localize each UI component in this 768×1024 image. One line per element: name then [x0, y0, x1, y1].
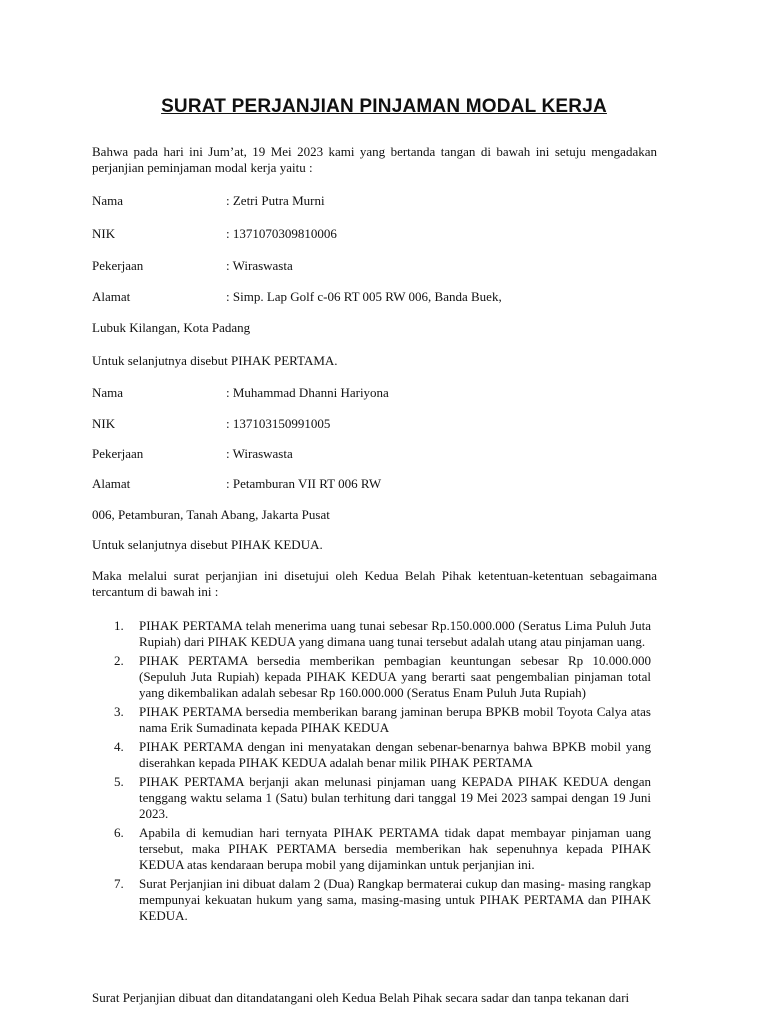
party2-alamat-value: : Petamburan VII RT 006 RW	[226, 476, 382, 491]
intro-paragraph: Bahwa pada hari ini Jum’at, 19 Mei 2023 kami yang bertanda tangan di bawah ini setuju mengadakan perjanjian peminjaman modal kerja yaitu :	[92, 144, 657, 175]
term-item	[92, 653, 651, 701]
term-text: Surat Perjanjian ini dibuat dalam 2 (Dua) Rangkap bermaterai cukup dan masing- masing rangkap mempunyai kekuatan hukum yang sama, masing-masing untuk PIHAK PERTAMA dan PIHAK KEDUA.	[139, 876, 651, 923]
term-text: PIHAK PERTAMA dengan ini menyatakan dengan sebenar-benarnya bahwa BPKB mobil yang diserahkan kepada PIHAK KEDUA adalah benar milik PIHAK PERTAMA	[139, 739, 651, 770]
term-number: 4.	[114, 739, 124, 754]
term-number: 2.	[114, 653, 124, 668]
term-item	[92, 739, 651, 771]
terms-list	[92, 618, 651, 927]
term-number: 1.	[114, 618, 124, 633]
term-text: PIHAK PERTAMA bersedia memberikan barang jaminan berupa BPKB mobil Toyota Calya atas nama Erik Sumadinata kepada PIHAK KEDUA	[139, 704, 651, 735]
term-item	[92, 618, 651, 650]
party1-pekerjaan-row	[92, 258, 692, 274]
document-title: SURAT PERJANJIAN PINJAMAN MODAL KERJA	[161, 96, 607, 117]
term-text: PIHAK PERTAMA berjanji akan melunasi pinjaman uang KEPADA PIHAK KEDUA dengan tenggang waktu selama 1 (Satu) bulan terhitung dari tanggal 19 Mei 2023 sampai dengan 19 Juni 2023.	[139, 774, 651, 821]
party1-alamat-label: Alamat	[92, 289, 131, 304]
party2-alamat-label: Alamat	[92, 476, 131, 491]
term-item	[92, 774, 651, 822]
party2-nama-row	[92, 385, 692, 401]
term-number: 7.	[114, 876, 124, 891]
party1-nama-value: : Zetri Putra Murni	[226, 193, 325, 208]
term-text: Apabila di kemudian hari ternyata PIHAK PERTAMA tidak dapat membayar pinjaman uang tersebut, maka PIHAK PERTAMA bersedia memberikan hak sepenuhnya kepada PIHAK KEDUA atas kendaraan berupa mobil yang dijaminkan untuk perjanjian ini.	[139, 825, 651, 872]
party1-nama-row	[92, 193, 692, 209]
term-number: 6.	[114, 825, 124, 840]
party2-alamat-continuation: 006, Petamburan, Tanah Abang, Jakarta Pusat	[92, 507, 330, 522]
party2-pekerjaan-value: : Wiraswasta	[226, 446, 293, 461]
term-item	[92, 704, 651, 736]
party1-nik-row	[92, 226, 692, 242]
party2-pekerjaan-label: Pekerjaan	[92, 446, 144, 461]
term-item	[92, 825, 651, 873]
party2-pekerjaan-row	[92, 446, 692, 462]
term-text: PIHAK PERTAMA bersedia memberikan pembagian keuntungan sebesar Rp 10.000.000 (Sepuluh Juta Rupiah) kepada PIHAK KEDUA yang berarti saat pengembalian pinjaman total yang dikembalikan adalah sebesar Rp 160.000.000 (Seratus Enam Puluh Juta Rupiah)	[139, 653, 651, 700]
party1-nik-value: : 1371070309810006	[226, 226, 337, 241]
term-number: 3.	[114, 704, 124, 719]
party2-nik-row	[92, 416, 692, 432]
term-text: PIHAK PERTAMA telah menerima uang tunai sebesar Rp.150.000.000 (Seratus Lima Puluh Juta Rupiah) dari PIHAK KEDUA yang dimana uang tunai tersebut adalah utang atau pinjaman uang.	[139, 618, 651, 649]
party2-nik-label: NIK	[92, 416, 116, 431]
party1-pekerjaan-label: Pekerjaan	[92, 258, 144, 273]
party2-nik-value: : 137103150991005	[226, 416, 331, 431]
party1-nik-label: NIK	[92, 226, 116, 241]
party2-designation: Untuk selanjutnya disebut PIHAK KEDUA.	[92, 537, 323, 552]
term-number: 5.	[114, 774, 124, 789]
party2-nama-value: : Muhammad Dhanni Hariyona	[226, 385, 389, 400]
party1-alamat-row	[92, 289, 692, 305]
closing-paragraph: Surat Perjanjian dibuat dan ditandatangani oleh Kedua Belah Pihak secara sadar dan tanpa tekanan dari	[92, 990, 630, 1005]
term-item	[92, 876, 651, 924]
party1-designation: Untuk selanjutnya disebut PIHAK PERTAMA.	[92, 353, 338, 368]
party1-alamat-continuation: Lubuk Kilangan, Kota Padang	[92, 320, 251, 335]
agreement-intro-paragraph: Maka melalui surat perjanjian ini disetujui oleh Kedua Belah Pihak ketentuan-ketentuan sebagaimana tercantum di bawah ini :	[92, 568, 657, 599]
party1-nama-label: Nama	[92, 193, 124, 208]
party1-alamat-value: : Simp. Lap Golf c-06 RT 005 RW 006, Banda Buek,	[226, 289, 502, 304]
party2-alamat-row	[92, 476, 692, 492]
party1-pekerjaan-value: : Wiraswasta	[226, 258, 293, 273]
party2-nama-label: Nama	[92, 385, 124, 400]
